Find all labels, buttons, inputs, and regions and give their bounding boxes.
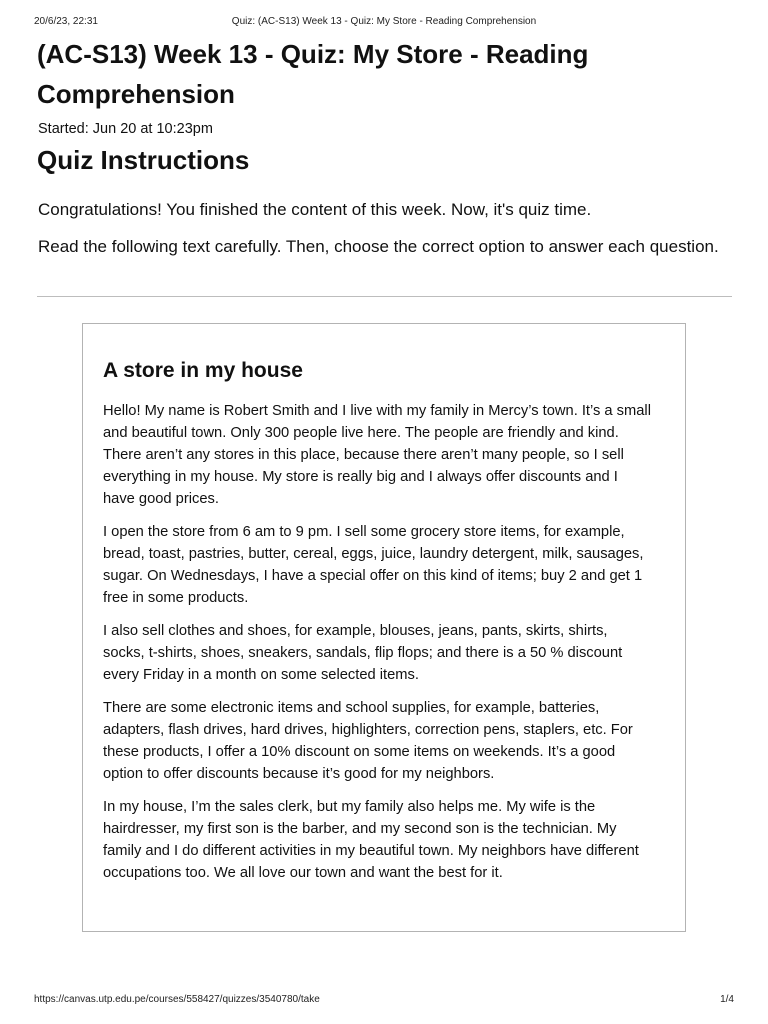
divider — [37, 296, 732, 297]
quiz-title: (AC-S13) Week 13 - Quiz: My Store - Reading Comprehension — [37, 39, 589, 109]
reading-paragraph: In my house, I’m the sales clerk, but my family also helps me. My wife is the hairdresser, my first son is the barber, and my second son is the technician. My family and I do different activities in my beautiful town. My neighbors have different occupations too. We all love our town and want the best for it. — [103, 799, 639, 881]
reading-paragraph: There are some electronic items and school supplies, for example, batteries, adapters, flash drives, hard drives, highlighters, correction pens, staplers, etc. For these products, I offer a 10% discount on some items on weekends. It’s a good option to offer discounts because it’s good for my neighbors. — [103, 700, 633, 782]
reading-paragraph: I also sell clothes and shoes, for example, blouses, jeans, pants, skirts, shirts, socks, t-shirts, shoes, sneakers, sandals, flip flops; and there is a 50 % discount every Friday in a month on some selected items. — [103, 623, 623, 683]
instructions-paragraph: Read the following text carefully. Then, choose the correct option to answer each question. — [38, 237, 719, 256]
reading-title: A store in my house — [103, 359, 303, 382]
print-datetime: 20/6/23, 22:31 — [34, 16, 98, 27]
print-header — [0, 16, 768, 30]
page-number: 1/4 — [720, 994, 734, 1005]
print-footer — [0, 994, 768, 1008]
print-page-title: Quiz: (AC-S13) Week 13 - Quiz: My Store - Reading Comprehension — [231, 16, 537, 27]
quiz-instructions-heading: Quiz Instructions — [37, 145, 250, 175]
reading-body — [103, 400, 651, 884]
page-url: https://canvas.utp.edu.pe/courses/558427/quizzes/3540780/take — [34, 994, 320, 1005]
instructions-paragraph: Congratulations! You finished the content of this week. Now, it's quiz time. — [38, 200, 592, 219]
reading-paragraph: Hello! My name is Robert Smith and I live with my family in Mercy’s town. It’s a small and beautiful town. Only 300 people live here. The people are friendly and kind. There aren’t any stores in this place, because there aren’t many people, so I sell everything in my house. My store is really big and I always offer discounts and I have good prices. — [103, 403, 651, 507]
reading-passage-box — [82, 323, 686, 932]
reading-paragraph: I open the store from 6 am to 9 pm. I sell some grocery store items, for example, bread, toast, pastries, butter, cereal, eggs, juice, laundry detergent, milk, sausages, sugar. On Wednesdays, I have a special offer on this kind of items; buy 2 and get 1 free in some products. — [103, 524, 644, 606]
quiz-started-time: Started: Jun 20 at 10:23pm — [38, 121, 213, 137]
